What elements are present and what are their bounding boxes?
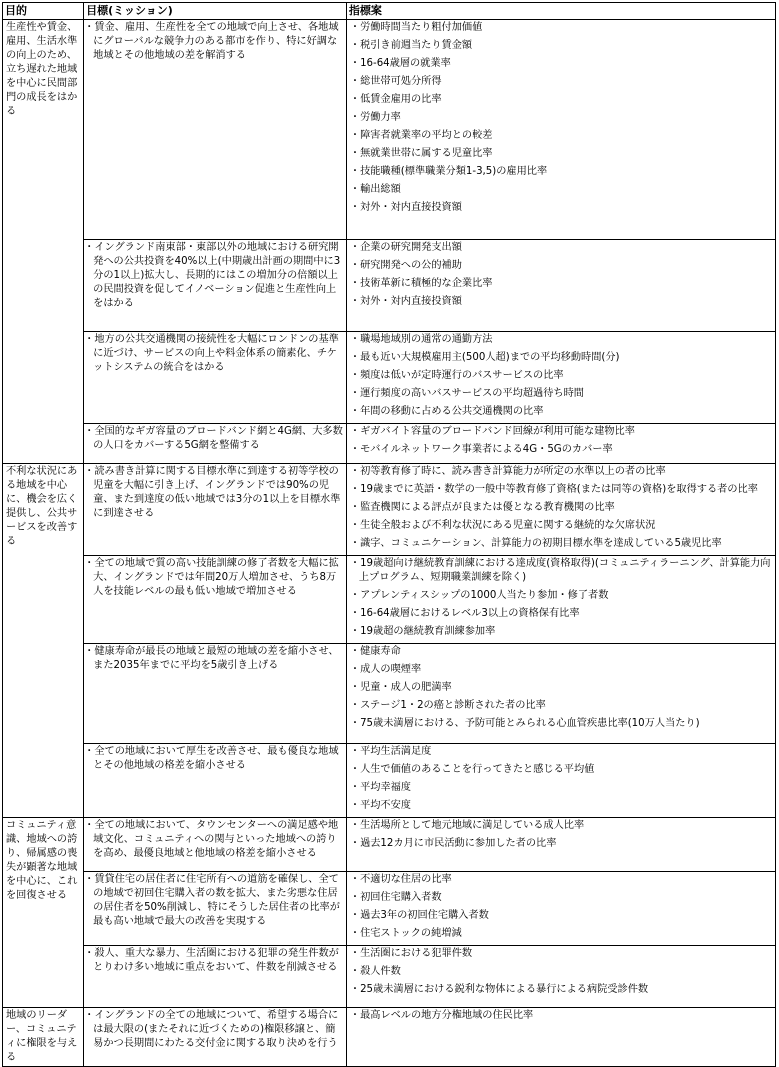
- indicators-cell: [346, 1008, 775, 1067]
- table-row: [3, 20, 776, 240]
- table-row: [3, 946, 776, 1008]
- indicator-item: ・ 生活圏における犯罪件数: [350, 947, 772, 961]
- indicator-item: ・ 初等教育修了時に、読み書き計算能力が所定の水準以上の者の比率: [350, 465, 772, 479]
- indicators-cell: [346, 556, 775, 644]
- goal-cell: コミュニティ意識、地域への誇り、帰属感の喪失が顕著な地域を中心に、これを回復させる: [3, 818, 84, 1008]
- mission-text: ・ イングランドの全ての地域について、希望する場合には最大限の(またそれに近づくための)権限移譲と、簡易かつ長期間にわたる交付金に関する取り決めを行う: [87, 1009, 343, 1051]
- indicator-item: ・ 最高レベルの地方分権地域の住民比率: [350, 1009, 772, 1023]
- indicator-item: ・ 労働時間当たり粗付加価値: [350, 21, 772, 35]
- indicator-item: ・ 対外・対内直接投資額: [350, 295, 772, 309]
- indicator-item: ・ アプレンティスシップの1000人当たり参加・修了者数: [350, 589, 772, 603]
- indicators-cell: [346, 818, 775, 872]
- header-row: [3, 3, 776, 20]
- table-row: [3, 744, 776, 818]
- indicator-item: ・ 16-64歳層におけるレベル3以上の資格保有比率: [350, 607, 772, 621]
- mission-cell: [84, 464, 347, 556]
- indicator-item: ・ 職場地域別の通常の通勤方法: [350, 333, 772, 347]
- indicator-item: ・ 低賃金雇用の比率: [350, 93, 772, 107]
- table-row: [3, 872, 776, 946]
- mission-cell: [84, 644, 347, 744]
- table-row: [3, 644, 776, 744]
- indicator-item: ・ 生徒全般および不利な状況にある児童に関する継続的な欠席状況: [350, 519, 772, 533]
- indicators-cell: [346, 744, 775, 818]
- mission-text: ・ 読み書き計算に関する目標水準に到達する初等学校の児童を大幅に引き上げ、イングランドでは90%の児童、また到達度の低い地域では3分の1以上を目標水準に到達させる: [87, 465, 343, 521]
- indicator-item: ・ 19歳超向け継続教育訓練における達成度(資格取得)(コミュニティラーニング、計算能力向上プログラム、短期職業訓練を除く): [350, 557, 772, 585]
- mission-cell: [84, 424, 347, 464]
- indicator-item: ・ 輸出総額: [350, 183, 772, 197]
- mission-text: ・ 全ての地域において、タウンセンターへの満足感や地域文化、コミュニティへの関与といった地域への誇りを高め、最優良地域と他地域の格差を縮小させる: [87, 819, 343, 861]
- indicator-item: ・ 企業の研究開発支出額: [350, 241, 772, 255]
- mission-text: ・ 賃金、雇用、生産性を全ての地域で向上させ、各地域にグローバルな競争力のある都市を作り、特に好調な地域とその他地域の差を解消する: [87, 21, 343, 63]
- mission-cell: [84, 818, 347, 872]
- indicator-item: ・ 25歳未満層における鋭利な物体による暴行による病院受診件数: [350, 983, 772, 997]
- indicator-item: ・ 労働力率: [350, 111, 772, 125]
- indicator-item: ・ 対外・対内直接投資額: [350, 201, 772, 215]
- mission-cell: [84, 744, 347, 818]
- indicator-item: ・ 児童・成人の肥満率: [350, 681, 772, 695]
- mission-cell: [84, 946, 347, 1008]
- table-body: [3, 20, 776, 1067]
- mission-text: ・ イングランド南東部・東部以外の地域における研究開発への公共投資を40%以上(中期歳出計画の期間中に3分の1以上)拡大し、長期的にはこの増加分の倍額以上の民間投資を促してイノベーション促進と生産性向上をはかる: [87, 241, 343, 311]
- indicator-item: ・ 平均幸福度: [350, 781, 772, 795]
- indicator-item: ・ 成人の喫煙率: [350, 663, 772, 677]
- table-row: [3, 818, 776, 872]
- indicator-item: ・ 19歳までに英語・数学の一般中等教育修了資格(または同等の資格)を取得する者の比率: [350, 483, 772, 497]
- mission-text: ・ 健康寿命が最長の地域と最短の地域の差を縮小させ、また2035年までに平均を5歳引き上げる: [87, 645, 343, 673]
- mission-cell: [84, 332, 347, 424]
- indicators-cell: [346, 332, 775, 424]
- header-goal: 目的: [3, 3, 84, 20]
- indicators-cell: [346, 20, 775, 240]
- indicators-cell: [346, 464, 775, 556]
- table-row: [3, 464, 776, 556]
- mission-cell: [84, 1008, 347, 1067]
- indicator-item: ・ 健康寿命: [350, 645, 772, 659]
- indicator-item: ・ 税引き前週当たり賃金額: [350, 39, 772, 53]
- mission-cell: [84, 872, 347, 946]
- indicator-item: ・ 頻度は低いが定時運行のバスサービスの比率: [350, 369, 772, 383]
- indicator-item: ・ モバイルネットワーク事業者による4G・5Gのカバー率: [350, 443, 772, 457]
- table-row: [3, 556, 776, 644]
- mission-text: ・ 殺人、重大な暴力、生活圏における犯罪の発生件数がとりわけ多い地域に重点をおいて、件数を削減させる: [87, 947, 343, 975]
- mission-text: ・ 全ての地域において厚生を改善させ、最も優良な地域とその他地域の格差を縮小させる: [87, 745, 343, 773]
- indicator-item: ・ 最も近い大規模雇用主(500人超)までの平均移動時間(分): [350, 351, 772, 365]
- indicator-item: ・ 過去12カ月に市民活動に参加した者の比率: [350, 837, 772, 851]
- indicators-cell: [346, 424, 775, 464]
- indicator-item: ・ 監査機関による評点が良または優となる教育機関の比率: [350, 501, 772, 515]
- indicator-item: ・ ステージ1・2の癌と診断された者の比率: [350, 699, 772, 713]
- indicator-item: ・ 無就業世帯に属する児童比率: [350, 147, 772, 161]
- table-row: [3, 1008, 776, 1067]
- indicator-item: ・ 年間の移動に占める公共交通機関の比率: [350, 405, 772, 419]
- indicator-item: ・ 識字、コミュニケーション、計算能力の初期目標水準を達成している5歳児比率: [350, 537, 772, 551]
- indicator-item: ・ 障害者就業率の平均との較差: [350, 129, 772, 143]
- indicator-item: ・ 過去3年の初回住宅購入者数: [350, 909, 772, 923]
- mission-text: ・ 賃貸住宅の居住者に住宅所有への道筋を確保し、全ての地域で初回住宅購入者の数を拡大、また劣悪な住居の居住者を50%削減し、特にそうした居住者の比率が最も高い地域で最大の改善を実現する: [87, 873, 343, 929]
- indicator-item: ・ 総世帯可処分所得: [350, 75, 772, 89]
- table-row: [3, 424, 776, 464]
- table-row: [3, 332, 776, 424]
- header-mission: 目標(ミッション): [84, 3, 347, 20]
- indicator-item: ・ 初回住宅購入者数: [350, 891, 772, 905]
- header-indicators: 指標案: [346, 3, 775, 20]
- indicator-item: ・ 技術革新に積極的な企業比率: [350, 277, 772, 291]
- indicator-item: ・ 人生で価値のあることを行ってきたと感じる平均値: [350, 763, 772, 777]
- indicators-cell: [346, 240, 775, 332]
- indicator-item: ・ 運行頻度の高いバスサービスの平均超過待ち時間: [350, 387, 772, 401]
- goal-cell: 不利な状況にある地域を中心に、機会を広く提供し、公共サービスを改善する: [3, 464, 84, 818]
- indicator-item: ・ 19歳超の継続教育訓練参加率: [350, 625, 772, 639]
- mission-text: ・ 地方の公共交通機関の接続性を大幅にロンドンの基準に近づけ、サービスの向上や料金体系の簡素化、チケットシステムの統合をはかる: [87, 333, 343, 375]
- mission-cell: [84, 240, 347, 332]
- indicator-item: ・ 平均不安度: [350, 799, 772, 813]
- indicators-cell: [346, 872, 775, 946]
- mission-cell: [84, 556, 347, 644]
- mission-text: ・ 全ての地域で質の高い技能訓練の修了者数を大幅に拡大、イングランドでは年間20万人増加させ、うち8万人を技能レベルの最も低い地域で増加させる: [87, 557, 343, 599]
- mission-cell: [84, 20, 347, 240]
- indicator-item: ・ 16-64歳層の就業率: [350, 57, 772, 71]
- indicator-item: ・ 殺人件数: [350, 965, 772, 979]
- indicator-item: ・ 研究開発への公的補助: [350, 259, 772, 273]
- goal-cell: 地域のリーダー、コミュニティに権限を与える: [3, 1008, 84, 1067]
- goal-cell: 生産性や賃金、雇用、生活水準の向上のため、立ち遅れた地域を中心に民間部門の成長をはかる: [3, 20, 84, 464]
- indicator-item: ・ 75歳未満層における、予防可能とみられる心血管疾患比率(10万人当たり): [350, 717, 772, 731]
- table-row: [3, 240, 776, 332]
- indicator-item: ・ ギガバイト容量のブロードバンド回線が利用可能な建物比率: [350, 425, 772, 439]
- mission-text: ・ 全国的なギガ容量のブロードバンド網と4G網、大多数の人口をカバーする5G網を整備する: [87, 425, 343, 453]
- indicator-item: ・ 不適切な住居の比率: [350, 873, 772, 887]
- indicators-cell: [346, 644, 775, 744]
- indicator-item: ・ 生活場所として地元地域に満足している成人比率: [350, 819, 772, 833]
- indicator-item: ・ 住宅ストックの純増減: [350, 927, 772, 941]
- indicators-cell: [346, 946, 775, 1008]
- indicator-item: ・ 平均生活満足度: [350, 745, 772, 759]
- indicator-table: [2, 2, 776, 1067]
- indicator-item: ・ 技能職種(標準職業分類1-3,5)の雇用比率: [350, 165, 772, 179]
